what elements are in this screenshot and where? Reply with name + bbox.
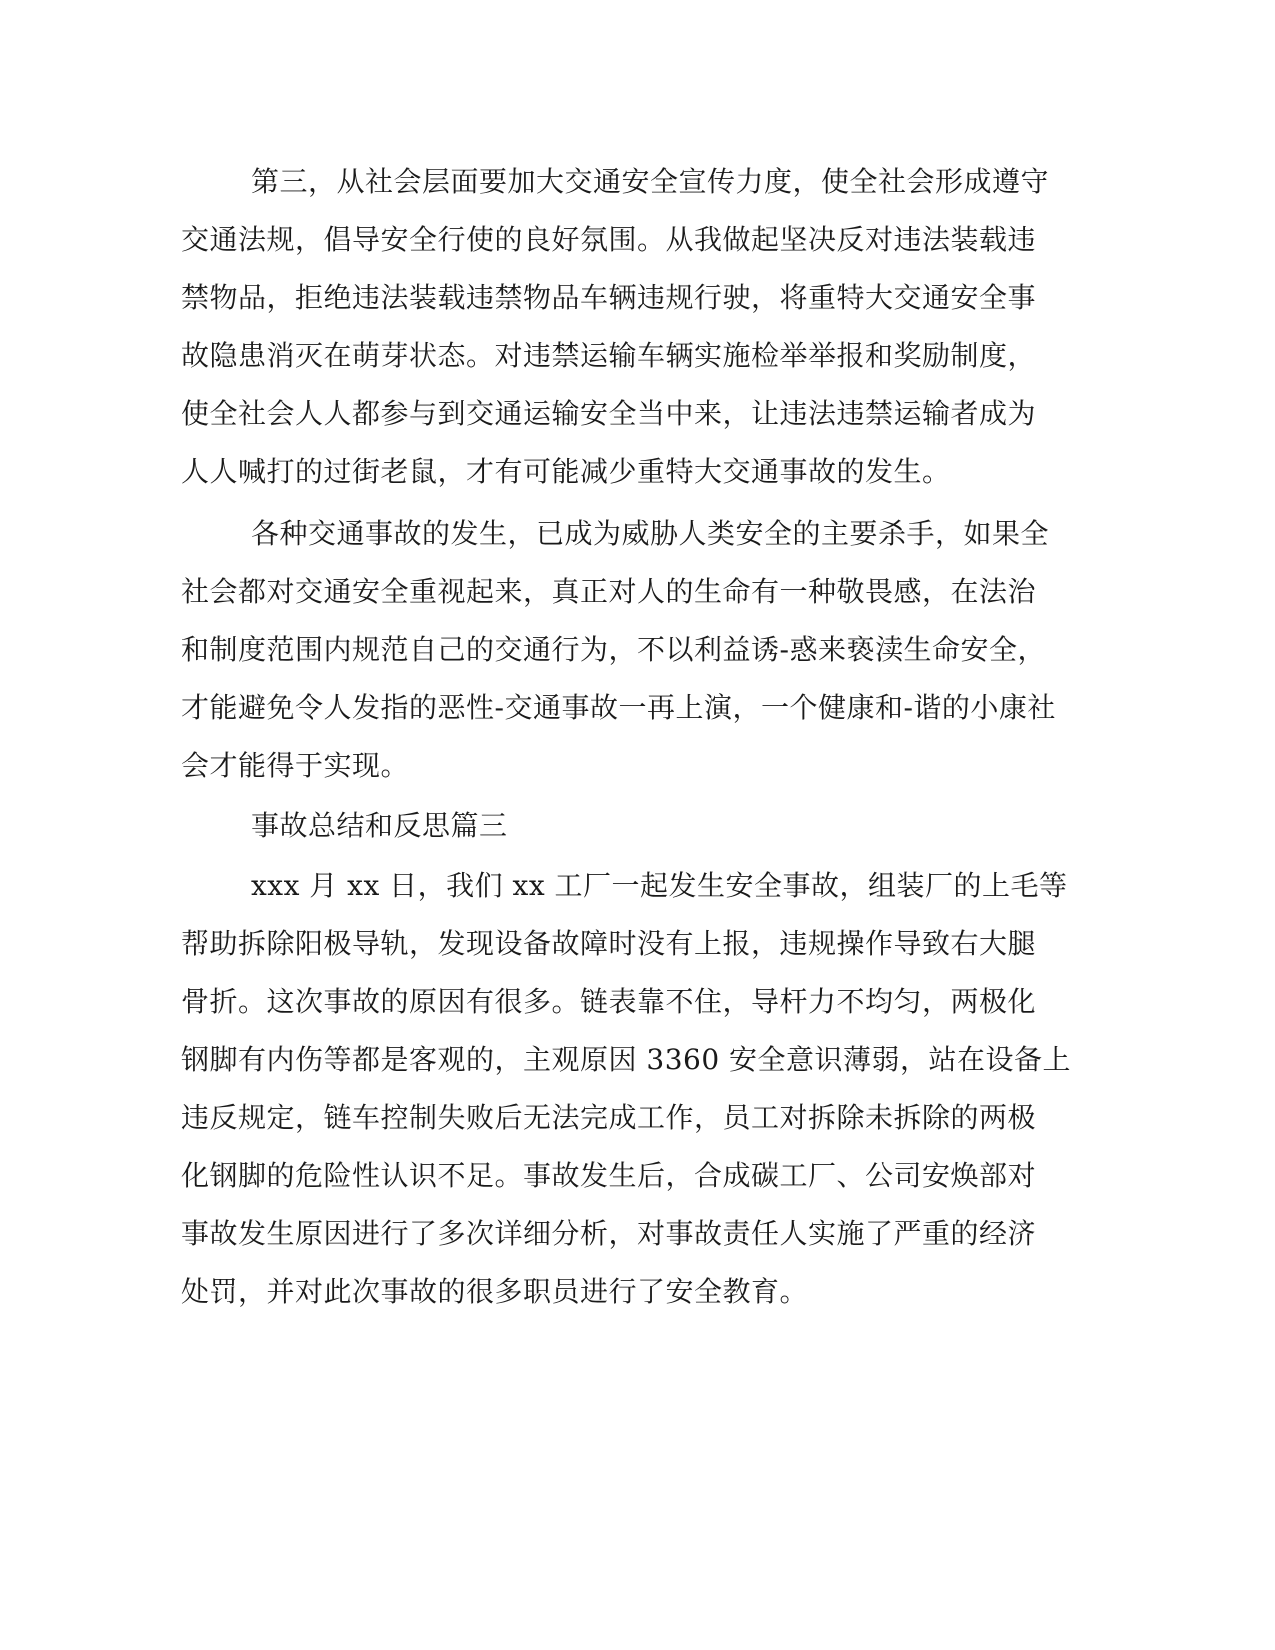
paragraph-3-line-7: 事故发生原因进行了多次详细分析，对事故责任人实施了严重的经济 (181, 1217, 1037, 1250)
paragraph-3-line-2: 帮助拆除阳极导轨，发现设备故障时没有上报，违规操作导致右大腿 (181, 927, 1037, 960)
paragraph-1-line-6: 人人喊打的过街老鼠，才有可能减少重特大交通事故的发生。 (181, 455, 951, 488)
paragraph-3-line-6: 化钢脚的危险性认识不足。事故发生后，合成碳工厂、公司安焕部对 (181, 1159, 1037, 1192)
paragraph-1-line-1: 第三，从社会层面要加大交通安全宣传力度，使全社会形成遵守 (251, 165, 1050, 198)
paragraph-2-line-4: 才能避免令人发指的恶性-交通事故一再上演，一个健康和-谐的小康社 (181, 691, 1056, 724)
paragraph-3-line-3: 骨折。这次事故的原因有很多。链表靠不住，导杆力不均匀，两极化 (181, 985, 1037, 1018)
paragraph-1-line-2: 交通法规，倡导安全行使的良好氛围。从我做起坚决反对违法装载违 (181, 223, 1037, 256)
paragraph-1-line-4: 故隐患消灭在萌芽状态。对违禁运输车辆实施检举举报和奖励制度， (181, 339, 1037, 372)
section-heading: 事故总结和反思篇三 (251, 809, 508, 842)
paragraph-3-line-8: 处罚，并对此次事故的很多职员进行了安全教育。 (181, 1275, 809, 1308)
paragraph-2-line-3: 和制度范围内规范自己的交通行为，不以利益诱-惑来亵渎生命安全， (181, 633, 1046, 666)
paragraph-1-line-5: 使全社会人人都参与到交通运输安全当中来，让违法违禁运输者成为 (181, 397, 1037, 430)
paragraph-3-line-5: 违反规定，链车控制失败后无法完成工作，员工对拆除未拆除的两极 (181, 1101, 1037, 1134)
paragraph-3-line-4: 钢脚有内伤等都是客观的，主观原因 3360 安全意识薄弱，站在设备上 (181, 1043, 1072, 1076)
paragraph-2-line-2: 社会都对交通安全重视起来，真正对人的生命有一种敬畏感，在法治 (181, 575, 1037, 608)
paragraph-2-line-1: 各种交通事故的发生，已成为威胁人类安全的主要杀手，如果全 (251, 517, 1050, 550)
paragraph-2-line-5: 会才能得于实现。 (181, 749, 410, 782)
paragraph-3-line-1: xxx 月 xx 日，我们 xx 工厂一起发生安全事故，组装厂的上毛等 (251, 869, 1068, 902)
paragraph-1-line-3: 禁物品，拒绝违法装载违禁物品车辆违规行驶，将重特大交通安全事 (181, 281, 1037, 314)
